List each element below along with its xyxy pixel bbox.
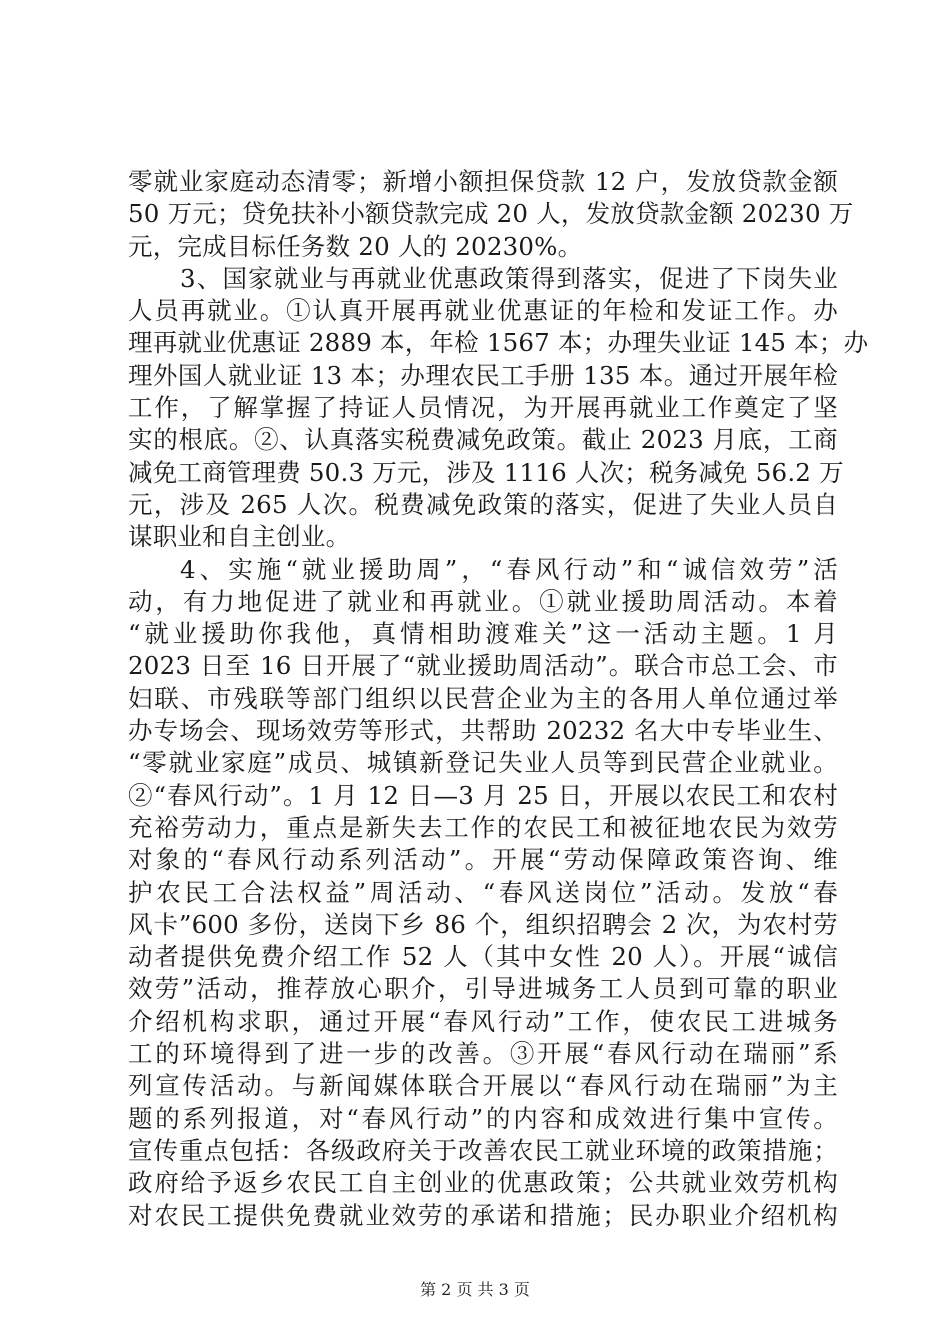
text-line: 人员再就业。①认真开展再就业优惠证的年检和发证工作。办 xyxy=(128,296,838,326)
text-line: 减免工商管理费 50.3 万元，涉及 1116 人次；税务减免 56.2 万 xyxy=(128,457,844,487)
text-line: 50 万元；贷免扶补小额贷款完成 20 人，发放贷款金额 20230 万 xyxy=(128,199,854,229)
text-line: 谋职业和自主创业。 xyxy=(128,522,351,552)
text-line: 风卡”600 多份，送岗下乡 86 个，组织招聘会 2 次，为农村劳 xyxy=(128,909,838,939)
text-line: 动，有力地促进了就业和再就业。①就业援助周活动。本着 xyxy=(128,586,838,616)
text-line: 介绍机构求职，通过开展“春风行动”工作，使农民工进城务 xyxy=(128,1006,838,1036)
text-line: 元，涉及 265 人次。税费减免政策的落实，促进了失业人员自 xyxy=(128,489,838,519)
page-footer: 第 2 页 共 3 页 xyxy=(420,1280,530,1299)
text-line: 2023 日至 16 日开展了“就业援助周活动”。联合市总工会、市 xyxy=(128,651,838,681)
text-line: 充裕劳动力，重点是新失去工作的农民工和被征地农民为效劳 xyxy=(128,812,838,842)
text-line: 列宣传活动。与新闻媒体联合开展以“春风行动在瑞丽”为主 xyxy=(128,1071,838,1101)
text-line: 政府给予返乡农民工自主创业的优惠政策；公共就业效劳机构 xyxy=(128,1168,838,1198)
text-line: 对象的“春风行动系列活动”。开展“劳动保障政策咨询、维 xyxy=(128,845,838,875)
text-line: 对农民工提供免费就业效劳的承诺和措施；民办职业介绍机构 xyxy=(128,1200,838,1230)
text-line: 理外国人就业证 13 本；办理农民工手册 135 本。通过开展年检 xyxy=(128,360,838,390)
text-line: 元，完成目标任务数 20 人的 20230%。 xyxy=(128,231,583,261)
text-line: 工的环境得到了进一步的改善。③开展“春风行动在瑞丽”系 xyxy=(128,1039,838,1069)
text-line: 动者提供免费介绍工作 52 人（其中女性 20 人）。开展“诚信 xyxy=(128,942,838,972)
text-line: 题的系列报道，对“春风行动”的内容和成效进行集中宣传。 xyxy=(128,1103,838,1133)
text-line: 零就业家庭动态清零；新增小额担保贷款 12 户，发放贷款金额 xyxy=(128,167,838,196)
text-line: 护农民工合法权益”周活动、“春风送岗位”活动。发放“春 xyxy=(128,877,838,907)
text-line: 4、实施“就业援助周”，“春风行动”和“诚信效劳”活 xyxy=(180,554,838,584)
text-line: 宣传重点包括：各级政府关于改善农民工就业环境的政策措施； xyxy=(128,1135,838,1165)
text-line: 效劳”活动，推荐放心职介，引导进城务工人员到可靠的职业 xyxy=(128,974,838,1004)
text-line: 3、国家就业与再就业优惠政策得到落实，促进了下岗失业 xyxy=(180,263,838,293)
text-line: 实的根底。②、认真落实税费减免政策。截止 2023 月底，工商 xyxy=(128,425,838,455)
text-line: 工作，了解掌握了持证人员情况，为开展再就业工作奠定了坚 xyxy=(128,393,838,423)
text-line: ②“春风行动”。1 月 12 日—3 月 25 日，开展以农民工和农村 xyxy=(128,780,838,810)
text-line: 妇联、市残联等部门组织以民营企业为主的各用人单位通过举 xyxy=(128,683,838,713)
document-body xyxy=(128,166,869,1232)
text-line: “就业援助你我他，真情相助渡难关”这一活动主题。1 月 xyxy=(128,619,838,649)
text-line: 办专场会、现场效劳等形式，共帮助 20232 名大中专毕业生、 xyxy=(128,716,838,746)
text-line: 理再就业优惠证 2889 本，年检 1567 本；办理失业证 145 本；办 xyxy=(128,328,869,358)
text-line: “零就业家庭”成员、城镇新登记失业人员等到民营企业就业。 xyxy=(128,748,838,778)
